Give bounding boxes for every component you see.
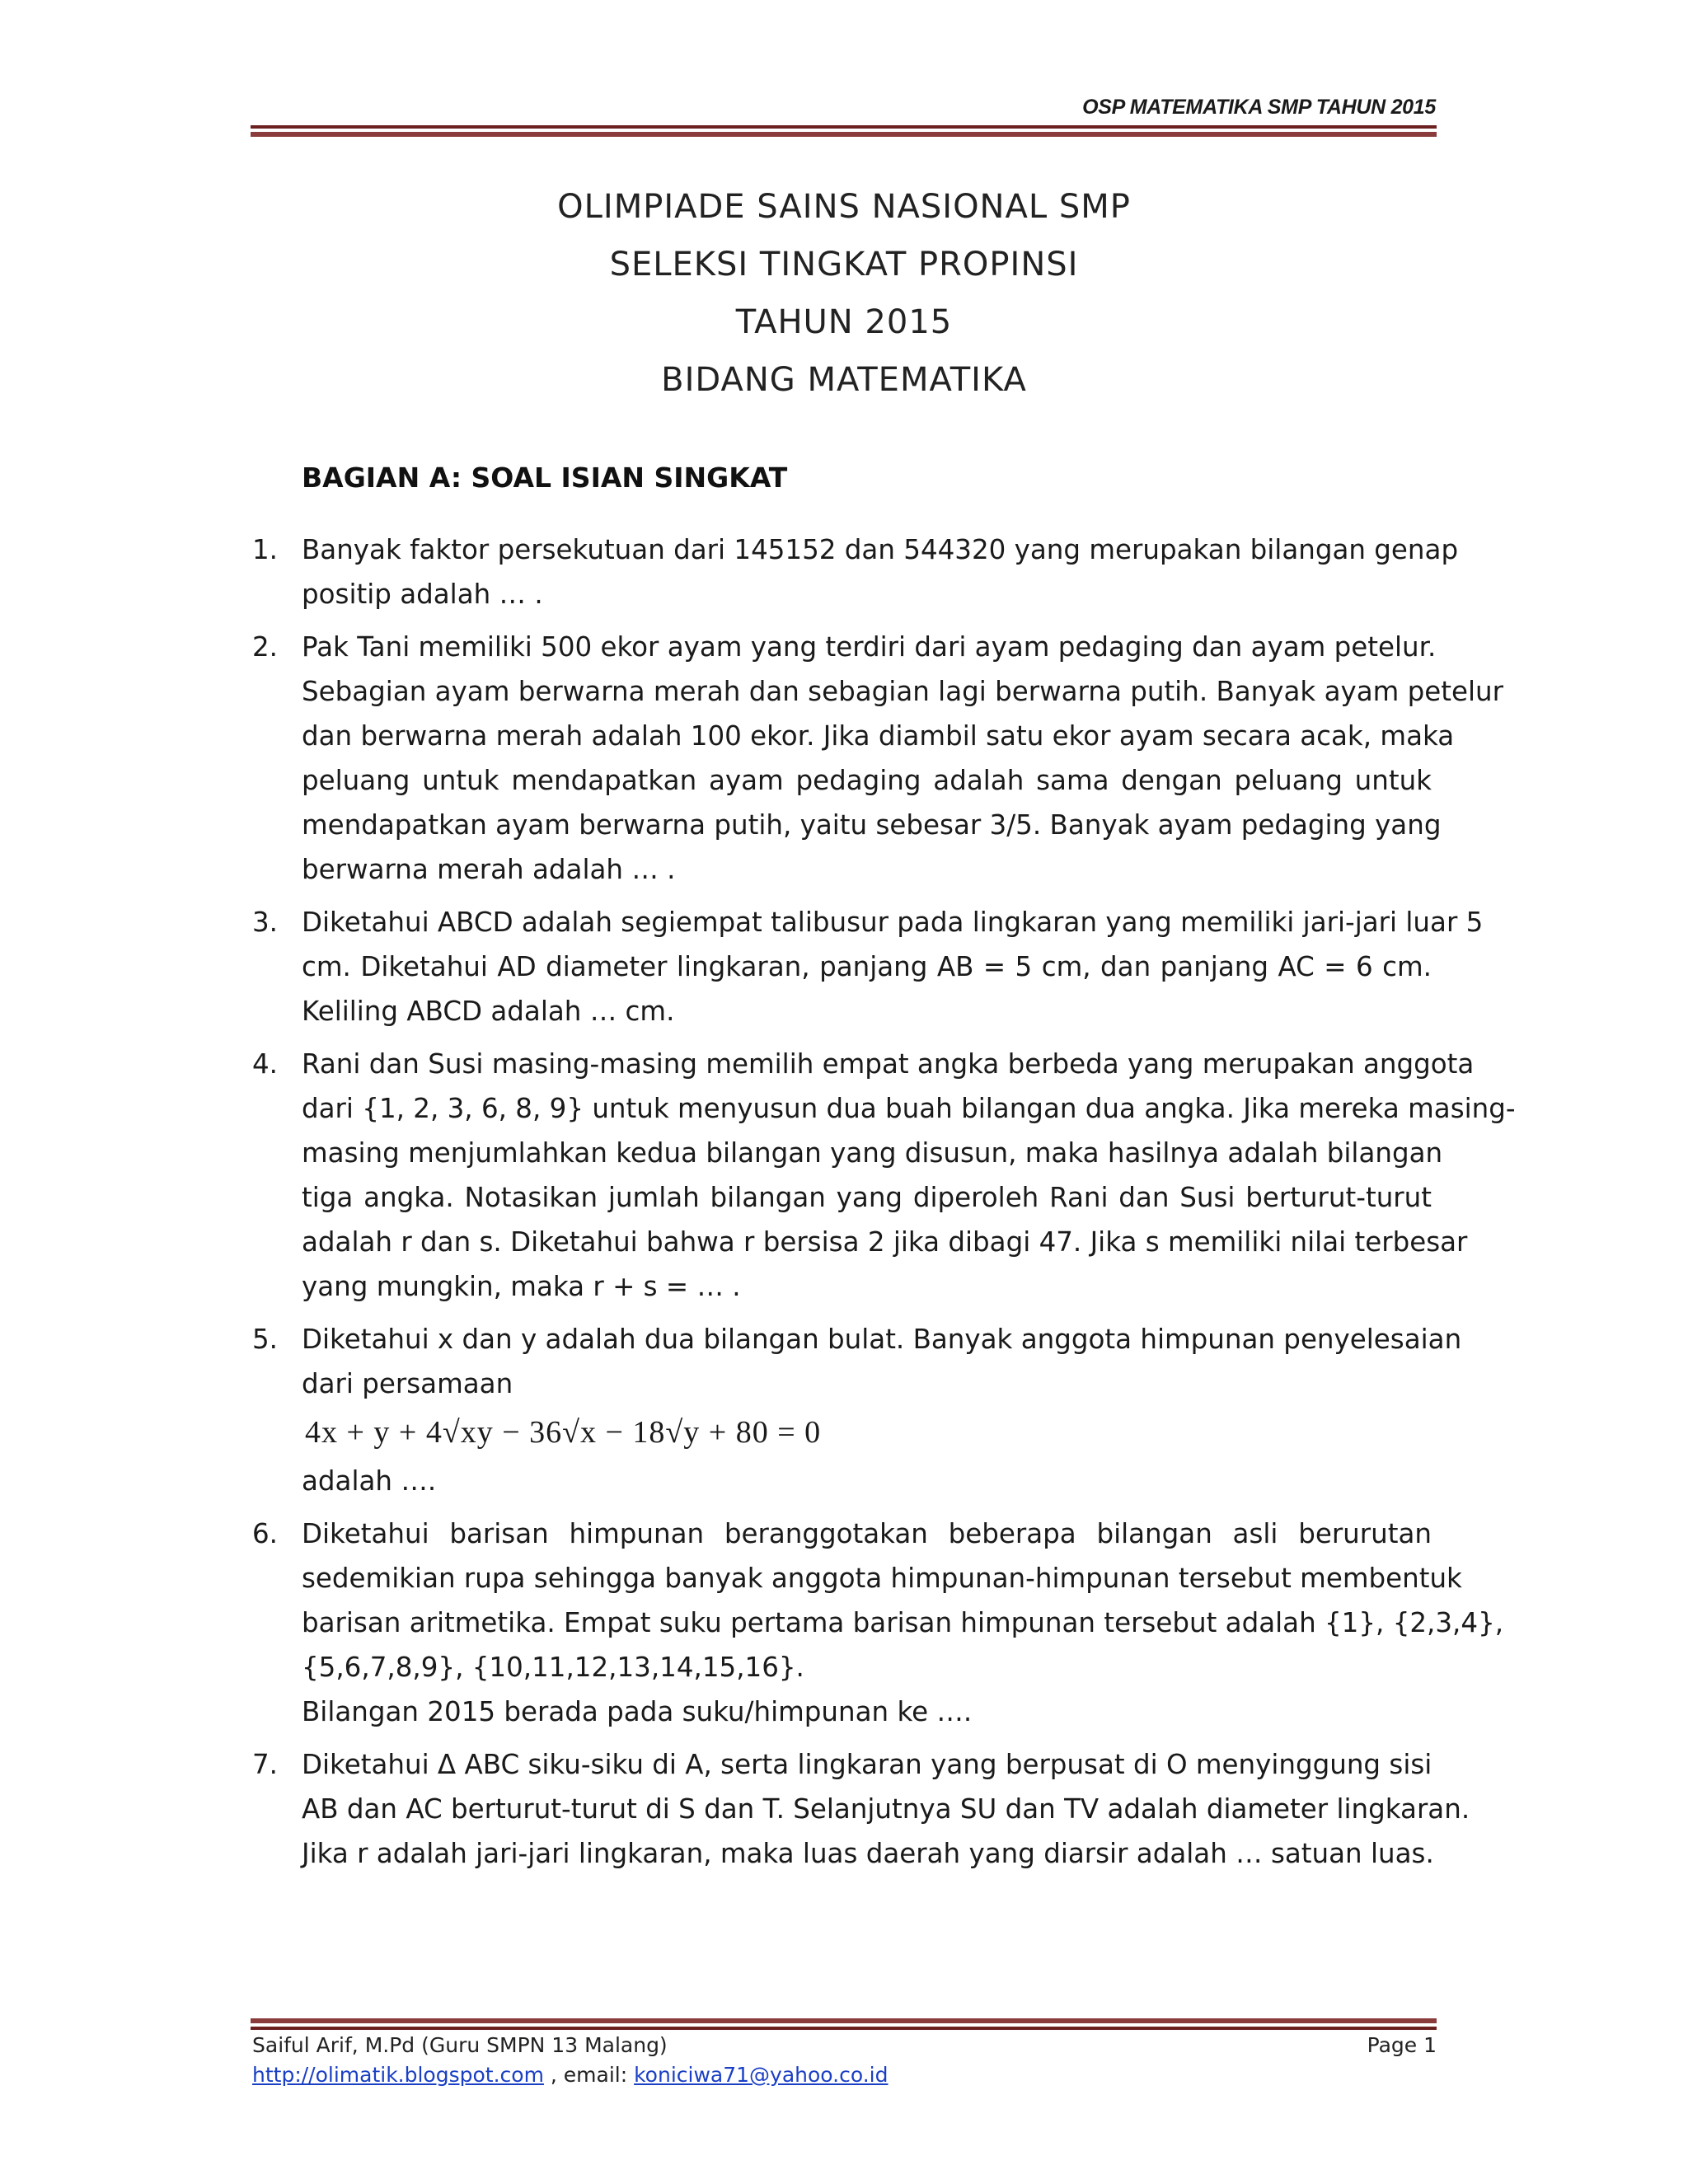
title-line: BIDANG MATEMATIKA [661, 361, 1027, 399]
question-list [252, 527, 1516, 1884]
question-line: Banyak faktor persekutuan dari 145152 dan 544320 yang merupakan bilangan genap [302, 534, 1459, 565]
document-title [0, 178, 1688, 409]
question-number: 7. [252, 1749, 279, 1780]
question-line: berwarna merah adalah … . [302, 854, 676, 885]
question-line: Bilangan 2015 berada pada suku/himpunan ke …. [302, 1696, 973, 1727]
question-number: 6. [252, 1518, 279, 1549]
question-number: 1. [252, 534, 279, 565]
title-line: SELEKSI TINGKAT PROPINSI [609, 246, 1079, 284]
email-label: , email: [543, 2063, 635, 2087]
footer-author: Saiful Arif, M.Pd (Guru SMPN 13 Malang) [252, 2033, 668, 2057]
question-line: mendapatkan ayam berwarna putih, yaitu sebesar 3/5. Banyak ayam pedaging yang [302, 809, 1442, 841]
question-line: AB dan AC berturut-turut di S dan T. Selanjutnya SU dan TV adalah diameter lingkaran. [302, 1793, 1470, 1825]
question-line: dari persamaan [302, 1368, 513, 1399]
page-footer [252, 2031, 1437, 2090]
question-line: Keliling ABCD adalah … cm. [302, 996, 675, 1027]
question-line: sedemikian rupa sehingga banyak anggota himpunan-himpunan tersebut membentuk [302, 1563, 1462, 1594]
question-line: masing menjumlahkan kedua bilangan yang disusun, maka hasilnya adalah bilangan [302, 1137, 1443, 1169]
email-link[interactable]: koniciwa71@yahoo.co.id [634, 2063, 889, 2087]
question-line: dan berwarna merah adalah 100 ekor. Jika diambil satu ekor ayam secara acak, maka [302, 720, 1455, 752]
question-item [252, 1317, 1462, 1503]
question-line: cm. Diketahui AD diameter lingkaran, panjang AB = 5 cm, dan panjang AC = 6 cm. [302, 951, 1432, 982]
blog-link[interactable]: http://olimatik.blogspot.com [252, 2063, 544, 2087]
question-number: 2. [252, 631, 279, 663]
question-line: Diketahui Δ ABC siku-siku di A, serta lingkaran yang berpusat di O menyinggung sisi [302, 1749, 1432, 1780]
page-number: Page 1 [1367, 2033, 1437, 2057]
question-line: Diketahui x dan y adalah dua bilangan bulat. Banyak anggota himpunan penyelesaian [302, 1324, 1462, 1355]
question-line: {5,6,7,8,9}, {10,11,12,13,14,15,16}. [302, 1652, 804, 1683]
question-item [252, 1511, 1504, 1734]
question-item [252, 527, 1459, 616]
question-line: Jika r adalah jari-jari lingkaran, maka luas daerah yang diarsir adalah … satuan luas. [302, 1838, 1434, 1869]
question-line: Rani dan Susi masing-masing memilih empat angka berbeda yang merupakan anggota [302, 1048, 1475, 1080]
question-line: yang mungkin, maka r + s = … . [302, 1271, 741, 1302]
question-line: positip adalah … . [302, 579, 543, 610]
question-line: barisan aritmetika. Empat suku pertama barisan himpunan tersebut adalah {1}, {2,3,4}, [302, 1607, 1504, 1638]
question-number: 3. [252, 907, 279, 938]
header-rule [251, 125, 1437, 137]
title-line: OLIMPIADE SAINS NASIONAL SMP [557, 188, 1131, 226]
question-number: 4. [252, 1048, 279, 1080]
question-line: Diketahui ABCD adalah segiempat talibusur pada lingkaran yang memiliki jari-jari luar 5 [302, 907, 1484, 938]
question-item [252, 1042, 1516, 1309]
footer-rule [251, 2018, 1437, 2030]
question-number: 5. [252, 1324, 279, 1355]
question-item [252, 625, 1503, 892]
question-line: dari {1, 2, 3, 6, 8, 9} untuk menyusun dua buah bilangan dua angka. Jika mereka masing- [302, 1093, 1516, 1124]
question-line: tiga angka. Notasikan jumlah bilangan yang diperoleh Rani dan Susi berturut-turut [302, 1182, 1432, 1213]
title-line: TAHUN 2015 [735, 303, 953, 341]
question-line: adalah …. [302, 1465, 437, 1497]
question-item [252, 1742, 1470, 1876]
question-line: peluang untuk mendapatkan ayam pedaging adalah sama dengan peluang untuk [302, 765, 1432, 796]
equation: 4x + y + 4√xy − 36√x − 18√y + 80 = 0 [305, 1415, 822, 1450]
question-line: adalah r dan s. Diketahui bahwa r bersisa 2 jika dibagi 47. Jika s memiliki nilai terbesar [302, 1226, 1468, 1258]
question-line: Sebagian ayam berwarna merah dan sebagian lagi berwarna putih. Banyak ayam petelur [302, 676, 1503, 707]
question-item [252, 900, 1484, 1033]
question-line: Diketahui barisan himpunan beranggotakan beberapa bilangan asli berurutan [302, 1518, 1432, 1549]
section-heading: BAGIAN A: SOAL ISIAN SINGKAT [302, 462, 788, 494]
page-header-title: OSP MATEMATIKA SMP TAHUN 2015 [1082, 96, 1436, 119]
question-line: Pak Tani memiliki 500 ekor ayam yang terdiri dari ayam pedaging dan ayam petelur. [302, 631, 1437, 663]
